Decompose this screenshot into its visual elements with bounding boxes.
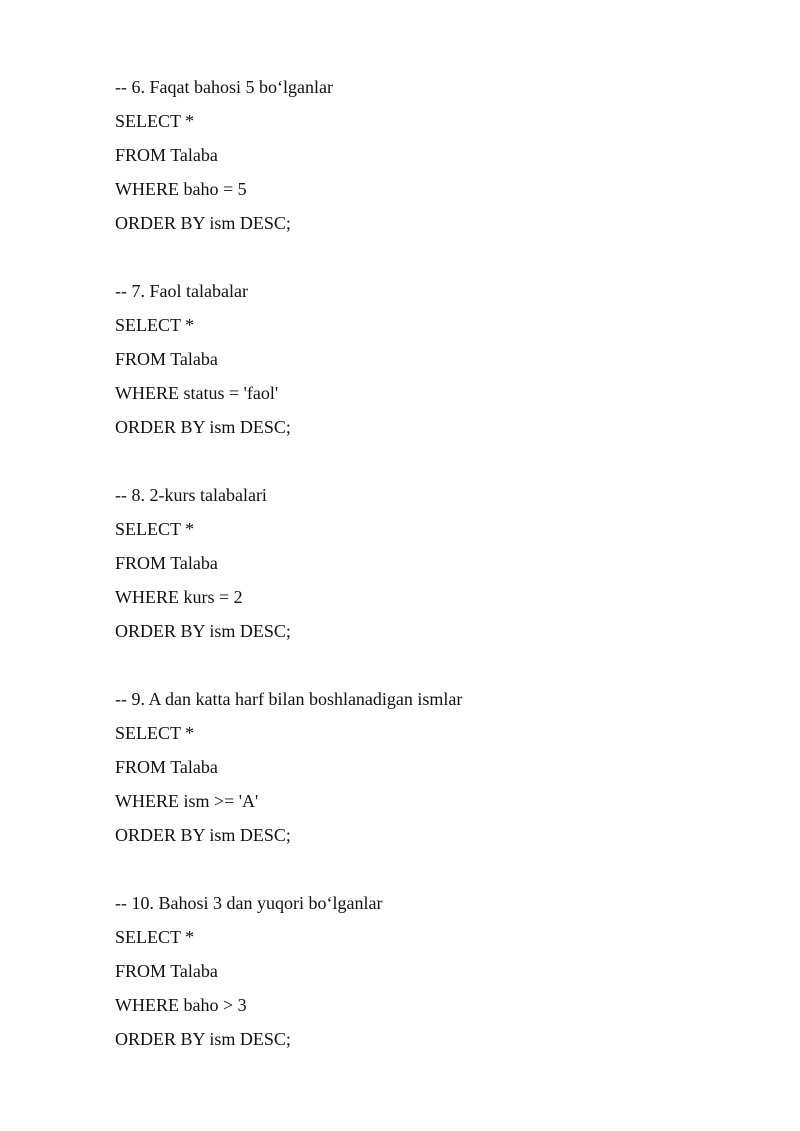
sql-query-block [115, 892, 735, 1062]
sql-from-line: FROM Talaba [115, 349, 218, 369]
sql-comment: -- 7. Faol talabalar [115, 281, 248, 301]
sql-order-line: ORDER BY ism DESC; [115, 213, 291, 233]
sql-from-line: FROM Talaba [115, 145, 218, 165]
sql-order-line: ORDER BY ism DESC; [115, 621, 291, 641]
sql-select-line: SELECT * [115, 927, 195, 947]
sql-select-line: SELECT * [115, 111, 195, 131]
sql-query-block [115, 484, 735, 654]
sql-where-line: WHERE ism >= 'A' [115, 791, 259, 811]
sql-where-line: WHERE baho = 5 [115, 179, 247, 199]
sql-select-line: SELECT * [115, 315, 195, 335]
sql-order-line: ORDER BY ism DESC; [115, 1029, 291, 1049]
sql-comment: -- 6. Faqat bahosi 5 bo‘lganlar [115, 77, 333, 97]
sql-order-line: ORDER BY ism DESC; [115, 825, 291, 845]
sql-query-block [115, 76, 735, 246]
sql-select-line: SELECT * [115, 519, 195, 539]
sql-order-line: ORDER BY ism DESC; [115, 417, 291, 437]
sql-from-line: FROM Talaba [115, 757, 218, 777]
sql-comment: -- 8. 2-kurs talabalari [115, 485, 267, 505]
sql-where-line: WHERE kurs = 2 [115, 587, 243, 607]
sql-comment: -- 9. A dan katta harf bilan boshlanadigan ismlar [115, 689, 463, 709]
sql-comment: -- 10. Bahosi 3 dan yuqori bo‘lganlar [115, 893, 383, 913]
sql-from-line: FROM Talaba [115, 553, 218, 573]
sql-where-line: WHERE status = 'faol' [115, 383, 279, 403]
sql-from-line: FROM Talaba [115, 961, 218, 981]
sql-query-block [115, 280, 735, 450]
sql-where-line: WHERE baho > 3 [115, 995, 247, 1015]
sql-select-line: SELECT * [115, 723, 195, 743]
sql-query-block [115, 688, 735, 858]
document-body [115, 76, 735, 1096]
